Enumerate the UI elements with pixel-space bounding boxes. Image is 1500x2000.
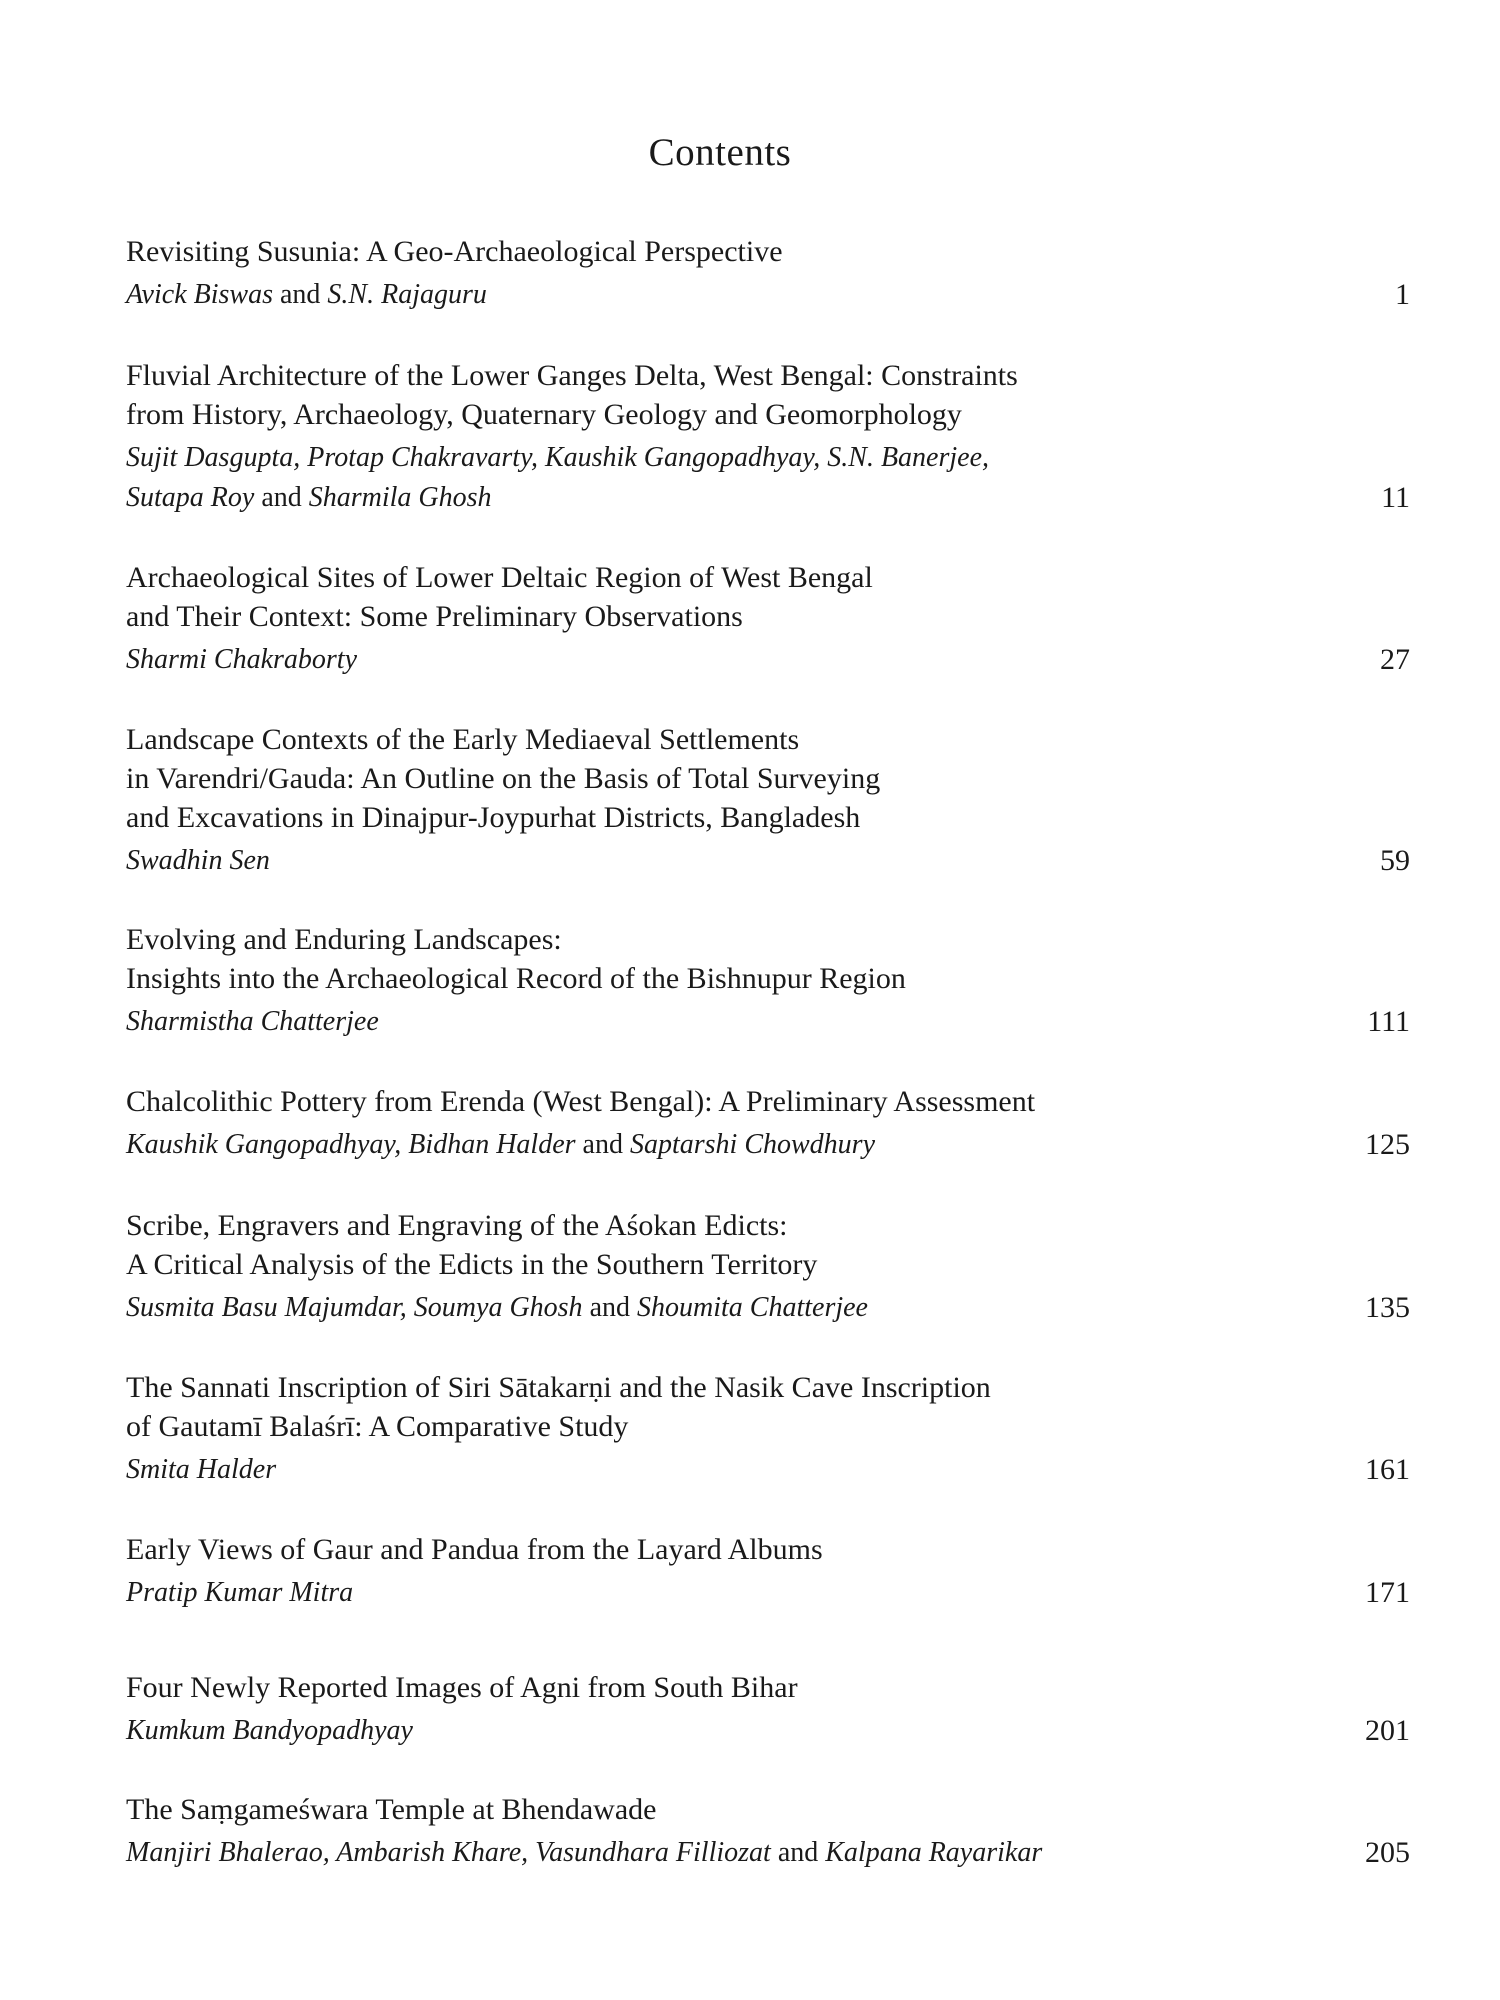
author-names: Sujit Dasgupta, Protap Chakravarty, Kaushik Gangopadhyay, S.N. Banerjee, — [126, 442, 990, 473]
entry-authors-line — [126, 1573, 1246, 1613]
entry-title — [126, 356, 1246, 434]
entry-title — [126, 1082, 1246, 1121]
author-names: Pratip Kumar Mitra — [126, 1577, 354, 1608]
entry-page-number: 111 — [1367, 1005, 1410, 1038]
entry-authors-line — [126, 1288, 1246, 1328]
author-names: Sharmila Ghosh — [308, 482, 492, 513]
entry-title-line: Archaeological Sites of Lower Deltaic Region of West Bengal — [126, 561, 873, 594]
entry-title — [126, 1790, 1246, 1829]
entry-authors-line — [126, 275, 1246, 315]
entry-page-number: 205 — [1365, 1836, 1410, 1869]
entry-title-line: Scribe, Engravers and Engraving of the Aśokan Edicts: — [126, 1209, 788, 1242]
entry-authors-line — [126, 1125, 1246, 1165]
entry-page-number: 161 — [1365, 1453, 1410, 1486]
author-names: Swadhin Sen — [126, 845, 270, 876]
entry-page-number: 135 — [1365, 1291, 1410, 1324]
entry-authors — [126, 1711, 1246, 1751]
author-names: Sharmi Chakraborty — [126, 644, 357, 675]
entry-page-number: 125 — [1365, 1128, 1410, 1161]
entry-title-line: of Gautamī Balaśrī: A Comparative Study — [126, 1410, 629, 1443]
entry-authors-line — [126, 1833, 1246, 1873]
entry-title — [126, 1368, 1246, 1446]
entry-authors — [126, 1002, 1246, 1042]
entry-authors-line — [126, 1002, 1246, 1042]
author-names: Sharmistha Chatterjee — [126, 1006, 379, 1037]
author-conjunction: and — [770, 1837, 826, 1868]
entry-authors — [126, 1125, 1246, 1165]
entry-title-line: and Their Context: Some Preliminary Observations — [126, 600, 743, 633]
toc-entry — [126, 1082, 1410, 1165]
entry-title — [126, 1206, 1246, 1284]
author-conjunction: and — [582, 1292, 637, 1323]
entry-title-line: Revisiting Susunia: A Geo-Archaeological Perspective — [126, 235, 783, 268]
toc-entry — [126, 1206, 1410, 1328]
author-names: Susmita Basu Majumdar, Soumya Ghosh — [126, 1292, 583, 1323]
entry-authors — [126, 841, 1246, 881]
entry-page-number: 201 — [1365, 1714, 1410, 1747]
author-names: Smita Halder — [126, 1454, 277, 1485]
entry-title — [126, 720, 1246, 837]
entry-title-line: Chalcolithic Pottery from Erenda (West Bengal): A Preliminary Assessment — [126, 1085, 1036, 1118]
entry-title — [126, 232, 1246, 271]
page-title: Contents — [648, 131, 792, 175]
entry-title-line: Fluvial Architecture of the Lower Ganges Delta, West Bengal: Constraints — [126, 359, 1018, 392]
entry-page-number: 171 — [1365, 1576, 1410, 1609]
entry-authors — [126, 275, 1246, 315]
toc-entry — [126, 1790, 1410, 1873]
author-names: Kumkum Bandyopadhyay — [126, 1715, 413, 1746]
entry-title-line: The Sannati Inscription of Siri Sātakarṇi and the Nasik Cave Inscription — [126, 1371, 991, 1404]
entry-authors — [126, 640, 1246, 680]
toc-entry — [126, 1368, 1410, 1490]
entry-title-line: The Saṃgameśwara Temple at Bhendawade — [126, 1793, 657, 1826]
entry-authors — [126, 1288, 1246, 1328]
entry-authors — [126, 438, 1246, 518]
entry-authors-line — [126, 640, 1246, 680]
author-names: Sutapa Roy — [126, 482, 255, 513]
entry-title-line: in Varendri/Gauda: An Outline on the Basis of Total Surveying — [126, 762, 881, 795]
toc-entry — [126, 1530, 1410, 1613]
entry-title-line: Four Newly Reported Images of Agni from South Bihar — [126, 1671, 798, 1704]
toc-entry — [126, 558, 1410, 680]
entry-authors-line — [126, 1711, 1246, 1751]
toc-entry — [126, 920, 1410, 1042]
entry-title-line: Early Views of Gaur and Pandua from the Layard Albums — [126, 1533, 823, 1566]
entry-page-number: 27 — [1380, 643, 1410, 676]
entry-page-number: 11 — [1381, 481, 1410, 514]
entry-authors — [126, 1833, 1246, 1873]
toc-entry — [126, 356, 1410, 518]
author-conjunction: and — [575, 1129, 630, 1160]
entry-title — [126, 1668, 1246, 1707]
author-names: Kalpana Rayarikar — [825, 1837, 1043, 1868]
entry-title — [126, 558, 1246, 636]
author-names: Shoumita Chatterjee — [637, 1292, 868, 1323]
author-names: Avick Biswas — [126, 279, 273, 310]
entry-authors — [126, 1450, 1246, 1490]
entry-authors — [126, 1573, 1246, 1613]
entry-authors-line — [126, 1450, 1246, 1490]
entry-page-number: 59 — [1380, 844, 1410, 877]
entry-page-number: 1 — [1395, 278, 1410, 311]
author-conjunction: and — [254, 482, 309, 513]
entry-title-line: Evolving and Enduring Landscapes: — [126, 923, 562, 956]
entry-authors-line — [126, 841, 1246, 881]
entry-title-line: from History, Archaeology, Quaternary Geology and Geomorphology — [126, 398, 962, 431]
entry-title-line: and Excavations in Dinajpur-Joypurhat Districts, Bangladesh — [126, 801, 861, 834]
toc-entry — [126, 720, 1410, 881]
toc-entry — [126, 1668, 1410, 1751]
entry-title-line: A Critical Analysis of the Edicts in the Southern Territory — [126, 1248, 818, 1281]
author-names: Manjiri Bhalerao, Ambarish Khare, Vasundhara Filliozat — [126, 1837, 771, 1868]
toc-entry — [126, 232, 1410, 315]
author-names: Saptarshi Chowdhury — [629, 1129, 875, 1160]
entry-title — [126, 1530, 1246, 1569]
entry-authors-line — [126, 478, 1246, 518]
entry-title-line: Insights into the Archaeological Record of the Bishnupur Region — [126, 962, 906, 995]
entry-title-line: Landscape Contexts of the Early Mediaeval Settlements — [126, 723, 800, 756]
author-names: Kaushik Gangopadhyay, Bidhan Halder — [126, 1129, 576, 1160]
entry-title — [126, 920, 1246, 998]
author-conjunction: and — [272, 279, 328, 310]
entry-authors-line — [126, 438, 1246, 478]
author-names: S.N. Rajaguru — [327, 279, 487, 310]
